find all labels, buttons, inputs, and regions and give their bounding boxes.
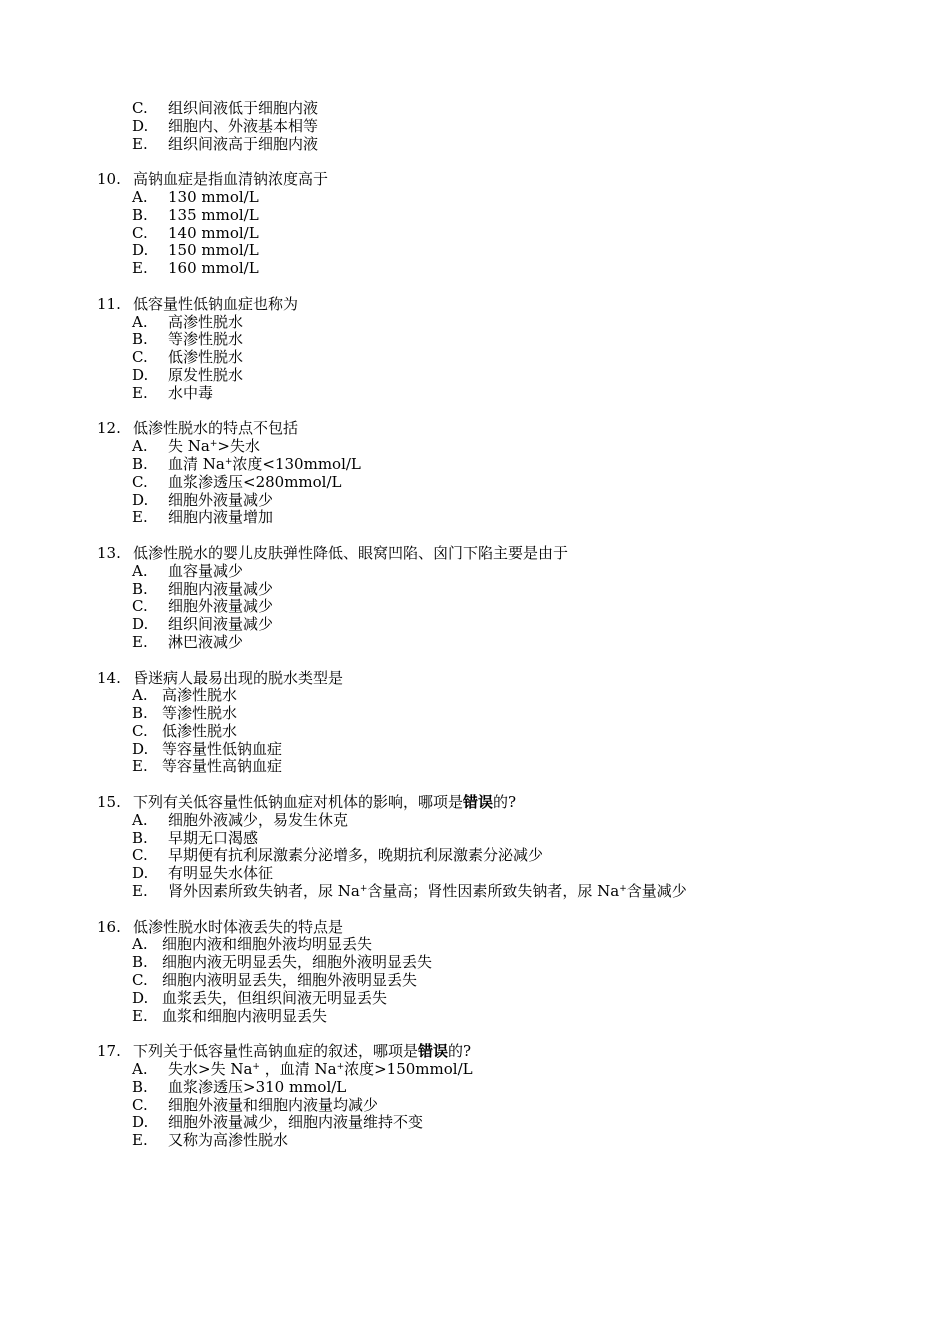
superscript: + [359,884,368,895]
text: 水中毒 [168,383,214,402]
option-letter: E. [132,134,148,153]
option-letter: D. [132,116,149,135]
text: 失水>失 Na [168,1060,253,1079]
option [0,385,950,403]
text: 失 Na [168,437,210,456]
text: 有明显失水体征 [168,864,274,883]
option-letter: C. [132,971,148,990]
text: 下列关于低容量性高钠血症的叙述，哪项是 [133,1042,419,1061]
text: 血清 Na [168,454,225,473]
text: 低容量性低钠血症也称为 [133,294,299,313]
text: 血容量减少 [168,561,244,580]
option [0,830,950,848]
option-letter: E. [132,259,148,278]
option-letter: C. [132,472,148,491]
text: 的? [448,1042,472,1061]
text: 细胞外液量和细胞内液量均减少 [168,1095,379,1114]
option [0,758,950,776]
question-number: 14. [97,668,121,687]
text: 细胞内液量增加 [168,508,274,527]
text: 细胞外液量减少 [168,490,274,509]
text: 低渗性脱水时体液丢失的特点是 [133,917,344,936]
text: 浓度>150mmol/L [344,1060,473,1079]
option [0,456,950,474]
option [0,118,950,136]
option [0,1097,950,1115]
question-number: 10. [97,170,121,189]
text: 160 mmol/L [168,259,259,278]
option [0,438,950,456]
option-letter: B. [132,579,148,598]
option [0,990,950,1008]
text: 130 mmol/L [168,187,259,206]
text: 细胞内、外液基本相等 [168,116,319,135]
text: 高渗性脱水 [168,312,244,331]
option [0,189,950,207]
question-stem [0,545,950,563]
text: 低渗性脱水的特点不包括 [133,419,299,438]
text: 组织间液高于细胞内液 [168,134,319,153]
option-letter: D. [132,490,149,509]
emphasis-text: 错误 [463,793,494,812]
option [0,136,950,154]
text: 细胞外液量减少，细胞内液量维持不变 [168,1113,424,1132]
option [0,1132,950,1150]
option-letter: E. [132,632,148,651]
option-letter: C. [132,721,148,740]
option-letter: A. [132,561,148,580]
text: 组织间液量减少 [168,615,274,634]
option [0,883,950,901]
question-number: 11. [97,294,121,313]
text: 135 mmol/L [168,205,259,224]
option [0,634,950,652]
option-letter: E. [132,757,148,776]
option [0,367,950,385]
option-letter: D. [132,615,149,634]
option-letter: E. [132,383,148,402]
text: 又称为高渗性脱水 [168,1131,289,1150]
text: 细胞内液无明显丢失，细胞外液明显丢失 [162,953,433,972]
option-letter: D. [132,739,149,758]
question-number: 16. [97,917,121,936]
text: 早期无口渴感 [168,828,259,847]
option [0,314,950,332]
text: 肾外因素所致失钠者，尿 Na [168,882,360,901]
option-letter: E. [132,882,148,901]
text: 血浆和细胞内液明显丢失 [162,1006,328,1025]
option-letter: B. [132,454,148,473]
text: 低渗性脱水 [168,348,244,367]
question-stem [0,171,950,189]
option [0,331,950,349]
option [0,349,950,367]
option [0,954,950,972]
option [0,1114,950,1132]
option [0,865,950,883]
text: 低渗性脱水的婴儿皮肤弹性降低、眼窝凹陷、囟门下陷主要是由于 [133,543,569,562]
text: 高渗性脱水 [162,686,238,705]
option-letter: D. [132,864,149,883]
option [0,207,950,225]
option [0,936,950,954]
text: 等渗性脱水 [162,704,238,723]
option [0,972,950,990]
text: 等容量性低钠血症 [162,739,283,758]
text: 下列有关低容量性低钠血症对机体的影响，哪项是 [133,793,464,812]
text: 血浆渗透压>310 mmol/L [168,1077,347,1096]
option [0,1008,950,1026]
option [0,1079,950,1097]
text: 细胞内液量减少 [168,579,274,598]
option-letter: C. [132,597,148,616]
option-letter: A. [132,810,148,829]
option-letter: B. [132,1077,148,1096]
option-letter: B. [132,704,148,723]
option [0,598,950,616]
option [0,723,950,741]
emphasis-text: 错误 [418,1042,449,1061]
text: 细胞内液明显丢失，细胞外液明显丢失 [162,971,418,990]
document-page [0,100,950,1150]
superscript: + [209,439,218,450]
text: 高钠血症是指血清钠浓度高于 [133,170,329,189]
option [0,260,950,278]
question-stem [0,670,950,688]
option-letter: A. [132,686,148,705]
question-stem [0,919,950,937]
option [0,687,950,705]
option-letter: D. [132,365,149,384]
question-stem [0,794,950,812]
text: 血浆丢失，但组织间液无明显丢失 [162,988,388,1007]
text: 早期便有抗利尿激素分泌增多，晚期抗利尿激素分泌减少 [168,846,544,865]
text: 昏迷病人最易出现的脱水类型是 [133,668,344,687]
text: >失水 [217,437,260,456]
superscript: + [224,456,233,467]
option-letter: E. [132,508,148,527]
option-letter: C. [132,846,148,865]
option [0,492,950,510]
text: 细胞外液减少，易发生休克 [168,810,349,829]
superscript: + [252,1062,260,1073]
text: 原发性脱水 [168,365,244,384]
question-stem [0,296,950,314]
option-letter: A. [132,935,148,954]
option [0,474,950,492]
option [0,563,950,581]
text: 的? [493,793,517,812]
option [0,616,950,634]
question-stem [0,420,950,438]
option [0,847,950,865]
superscript: + [336,1062,345,1073]
text: 血浆渗透压<280mmol/L [168,472,342,491]
option-letter: D. [132,988,149,1007]
text: 淋巴液减少 [168,632,244,651]
superscript: + [619,884,627,895]
text: 含量高；肾性因素所致失钠者，尿 Na [367,882,620,901]
option-letter: A. [132,187,148,206]
option-letter: A. [132,1060,148,1079]
text: 140 mmol/L [168,223,259,242]
question-number: 15. [97,793,121,812]
option [0,1061,950,1079]
option-letter: B. [132,953,148,972]
text: 低渗性脱水 [162,721,238,740]
text: 细胞内液和细胞外液均明显丢失 [162,935,373,954]
text: 含量减少 [626,882,687,901]
question-number: 13. [97,543,121,562]
text: 等渗性脱水 [168,330,244,349]
option-letter: E. [132,1131,148,1150]
option-letter: A. [132,437,148,456]
option [0,812,950,830]
option [0,509,950,527]
text: 细胞外液量减少 [168,597,274,616]
option [0,242,950,260]
question-number: 12. [97,419,121,438]
text: 浓度<130mmol/L [232,454,361,473]
option-letter: C. [132,348,148,367]
option [0,225,950,243]
option-letter: B. [132,205,148,224]
text: 组织间液低于细胞内液 [168,99,319,117]
option [0,581,950,599]
text: ，血清 Na [259,1060,337,1079]
option-letter: B. [132,330,148,349]
text: 150 mmol/L [168,241,259,260]
option-letter: B. [132,828,148,847]
question-stem [0,1043,950,1061]
option [0,100,950,118]
text: 等容量性高钠血症 [162,757,283,776]
option-letter: A. [132,312,148,331]
option-letter: C. [132,223,148,242]
option-letter: C. [132,1095,148,1114]
option-letter: E. [132,1006,148,1025]
option [0,741,950,759]
question-number: 17. [97,1042,121,1061]
option-letter: D. [132,1113,149,1132]
option [0,705,950,723]
option-letter: D. [132,241,149,260]
option-letter: C. [132,99,148,117]
